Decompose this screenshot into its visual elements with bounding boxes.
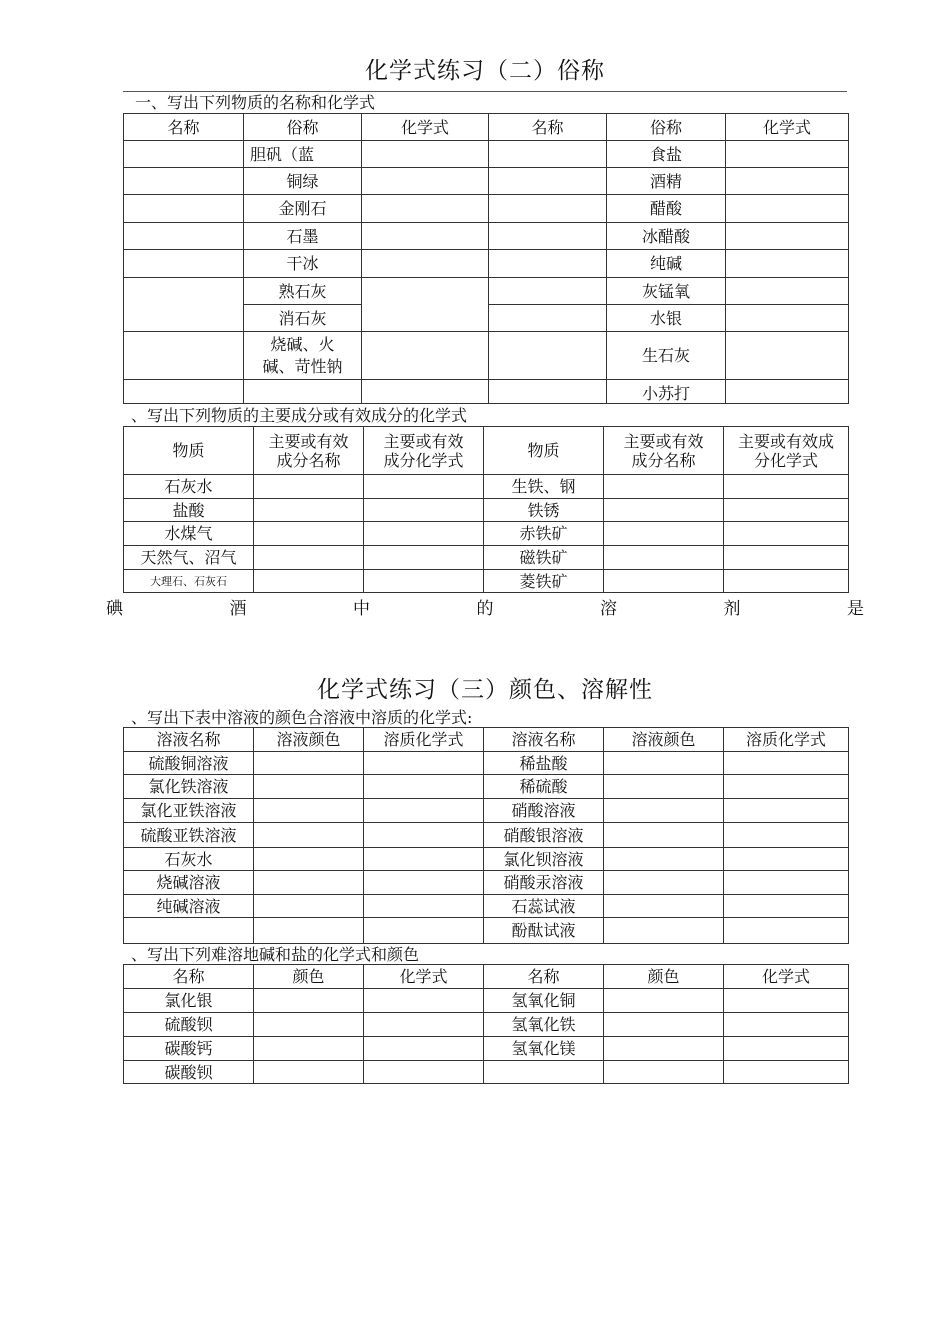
header-cell: 颜色 xyxy=(604,965,724,989)
compound-cell: 碳酸钡 xyxy=(124,1061,254,1084)
answer-cell[interactable] xyxy=(604,848,724,871)
nickname-table xyxy=(123,113,849,404)
question-char: 是 xyxy=(847,599,864,619)
solution-cell: 石蕊试液 xyxy=(484,895,604,918)
solutions-table xyxy=(123,727,849,944)
answer-cell[interactable] xyxy=(362,195,489,223)
solution-cell: 氯化铁溶液 xyxy=(124,775,254,799)
answer-cell[interactable] xyxy=(604,546,724,570)
answer-cell[interactable] xyxy=(724,1013,849,1037)
nickname-cell: 铜绿 xyxy=(244,168,362,195)
nickname-cell: 食盐 xyxy=(607,141,726,168)
nickname-text: 胆矾（蓝 xyxy=(250,144,315,164)
answer-cell[interactable] xyxy=(724,475,849,499)
answer-cell[interactable] xyxy=(254,799,364,823)
answer-cell[interactable] xyxy=(362,250,489,278)
answer-cell[interactable] xyxy=(489,141,607,168)
solution-cell: 烧碱溶液 xyxy=(124,871,254,895)
header-cell: 化学式 xyxy=(726,114,849,141)
answer-cell[interactable] xyxy=(724,895,849,918)
nickname-cell: 小苏打 xyxy=(607,380,726,404)
header-cell: 名称 xyxy=(124,114,244,141)
answer-cell[interactable] xyxy=(254,775,364,799)
compound-cell: 氢氧化镁 xyxy=(484,1037,604,1061)
answer-cell[interactable] xyxy=(724,848,849,871)
nickname-cell: 烧碱、火碱、苛性钠 xyxy=(244,332,362,380)
compound-cell: 氢氧化铜 xyxy=(484,989,604,1013)
nickname-cell: 醋酸 xyxy=(607,195,726,223)
question-char: 剂 xyxy=(723,599,741,619)
answer-cell[interactable] xyxy=(724,752,849,775)
answer-cell[interactable] xyxy=(364,475,484,499)
answer-cell[interactable] xyxy=(489,305,607,332)
answer-cell[interactable] xyxy=(364,823,484,848)
header-cell: 物质 xyxy=(124,427,254,475)
compound-cell: 氢氧化铁 xyxy=(484,1013,604,1037)
answer-cell[interactable] xyxy=(726,305,849,332)
page-title-part2: 化学式练习（二）俗称 xyxy=(365,58,605,84)
answer-cell[interactable] xyxy=(362,278,489,332)
answer-cell[interactable] xyxy=(254,1013,364,1037)
answer-cell[interactable] xyxy=(604,1037,724,1061)
answer-cell[interactable] xyxy=(244,380,362,404)
answer-cell[interactable] xyxy=(254,570,364,593)
substance-cell: 菱铁矿 xyxy=(484,570,604,593)
question-char: 的 xyxy=(476,599,494,619)
substance-cell: 铁锈 xyxy=(484,499,604,522)
answer-cell[interactable] xyxy=(364,522,484,546)
answer-cell[interactable] xyxy=(254,895,364,918)
answer-cell[interactable] xyxy=(254,989,364,1013)
answer-cell[interactable] xyxy=(362,223,489,250)
answer-cell[interactable] xyxy=(254,752,364,775)
substance-cell: 石灰水 xyxy=(124,475,254,499)
answer-cell[interactable] xyxy=(364,989,484,1013)
header-cell: 俗称 xyxy=(607,114,726,141)
components-table xyxy=(123,426,849,593)
solution-cell: 稀盐酸 xyxy=(484,752,604,775)
section-heading-insoluble: 、写出下列难溶地碱和盐的化学式和颜色 xyxy=(131,945,420,964)
answer-cell[interactable] xyxy=(724,1037,849,1061)
answer-cell[interactable] xyxy=(726,332,849,380)
nickname-cell xyxy=(244,141,362,168)
nickname-cell: 消石灰 xyxy=(244,305,362,332)
answer-cell[interactable] xyxy=(124,223,244,250)
answer-cell[interactable] xyxy=(726,380,849,404)
answer-cell[interactable] xyxy=(124,195,244,223)
header-cell: 化学式 xyxy=(364,965,484,989)
substance-cell: 大理石、石灰石 xyxy=(124,570,254,593)
substance-cell: 磁铁矿 xyxy=(484,546,604,570)
answer-cell[interactable] xyxy=(254,1037,364,1061)
header-cell: 溶液颜色 xyxy=(604,728,724,752)
question-char: 中 xyxy=(353,599,370,619)
answer-cell[interactable] xyxy=(604,522,724,546)
section-heading-names: 一、写出下列物质的名称和化学式 xyxy=(135,93,376,112)
answer-cell[interactable] xyxy=(124,332,244,380)
answer-cell[interactable] xyxy=(604,570,724,593)
solution-cell: 稀硫酸 xyxy=(484,775,604,799)
answer-cell[interactable] xyxy=(604,989,724,1013)
answer-cell[interactable] xyxy=(364,775,484,799)
answer-cell[interactable] xyxy=(364,1037,484,1061)
answer-cell[interactable] xyxy=(726,168,849,195)
answer-cell[interactable] xyxy=(364,1061,484,1084)
answer-cell[interactable] xyxy=(362,380,489,404)
compound-cell: 碳酸钙 xyxy=(124,1037,254,1061)
question-char: 酒 xyxy=(229,599,247,619)
section-heading-solutions: 、写出下表中溶液的颜色合溶液中溶质的化学式: xyxy=(131,708,473,727)
answer-cell[interactable] xyxy=(124,250,244,278)
answer-cell[interactable] xyxy=(604,475,724,499)
solution-cell: 酚酞试液 xyxy=(484,918,604,944)
answer-cell[interactable] xyxy=(604,775,724,799)
header-cell: 溶液颜色 xyxy=(254,728,364,752)
nickname-cell: 酒精 xyxy=(607,168,726,195)
insoluble-table xyxy=(123,964,849,1084)
substance-cell: 盐酸 xyxy=(124,499,254,522)
answer-cell[interactable] xyxy=(724,546,849,570)
answer-cell[interactable] xyxy=(124,380,244,404)
iodine-solvent-question xyxy=(106,594,864,619)
nickname-cell: 灰锰氧 xyxy=(607,278,726,305)
answer-cell[interactable] xyxy=(724,918,849,944)
answer-cell[interactable] xyxy=(364,752,484,775)
answer-cell[interactable] xyxy=(726,195,849,223)
nickname-cell: 纯碱 xyxy=(607,250,726,278)
answer-cell[interactable] xyxy=(724,499,849,522)
solution-cell: 硫酸亚铁溶液 xyxy=(124,823,254,848)
answer-cell[interactable] xyxy=(604,799,724,823)
answer-cell[interactable] xyxy=(362,332,489,380)
nickname-cell: 冰醋酸 xyxy=(607,223,726,250)
answer-cell[interactable] xyxy=(604,752,724,775)
nickname-cell: 熟石灰 xyxy=(244,278,362,305)
answer-cell[interactable] xyxy=(724,522,849,546)
header-cell: 俗称 xyxy=(244,114,362,141)
answer-cell[interactable] xyxy=(124,918,254,944)
answer-cell[interactable] xyxy=(604,1013,724,1037)
solution-cell: 纯碱溶液 xyxy=(124,895,254,918)
answer-cell[interactable] xyxy=(604,499,724,522)
answer-cell[interactable] xyxy=(364,871,484,895)
substance-cell: 赤铁矿 xyxy=(484,522,604,546)
answer-cell[interactable] xyxy=(364,1013,484,1037)
answer-cell[interactable] xyxy=(364,499,484,522)
answer-cell[interactable] xyxy=(726,278,849,305)
solution-cell: 氯化亚铁溶液 xyxy=(124,799,254,823)
substance-cell: 生铁、钢 xyxy=(484,475,604,499)
header-cell: 主要或有效成分名称 xyxy=(254,427,364,475)
answer-cell[interactable] xyxy=(604,918,724,944)
solution-cell: 硫酸铜溶液 xyxy=(124,752,254,775)
answer-cell[interactable] xyxy=(604,895,724,918)
answer-cell[interactable] xyxy=(724,823,849,848)
header-cell: 化学式 xyxy=(362,114,489,141)
answer-cell[interactable] xyxy=(364,848,484,871)
answer-cell[interactable] xyxy=(604,1061,724,1084)
substance-cell: 天然气、沼气 xyxy=(124,546,254,570)
answer-cell[interactable] xyxy=(362,141,489,168)
answer-cell[interactable] xyxy=(489,250,607,278)
title-underline xyxy=(123,91,847,92)
nickname-cell: 水银 xyxy=(607,305,726,332)
answer-cell[interactable] xyxy=(489,168,607,195)
nickname-cell: 干冰 xyxy=(244,250,362,278)
answer-cell[interactable] xyxy=(254,823,364,848)
solution-cell: 氯化钡溶液 xyxy=(484,848,604,871)
answer-cell[interactable] xyxy=(362,168,489,195)
compound-cell: 硫酸钡 xyxy=(124,1013,254,1037)
header-cell: 主要或有效成分化学式 xyxy=(364,427,484,475)
question-char: 碘 xyxy=(106,599,123,619)
header-cell: 主要或有效成分化学式 xyxy=(724,427,849,475)
nickname-cell: 石墨 xyxy=(244,223,362,250)
nickname-cell: 生石灰 xyxy=(607,332,726,380)
answer-cell[interactable] xyxy=(726,250,849,278)
header-cell: 物质 xyxy=(484,427,604,475)
answer-cell[interactable] xyxy=(364,799,484,823)
answer-cell[interactable] xyxy=(604,871,724,895)
answer-cell[interactable] xyxy=(484,1061,604,1084)
question-char: 溶 xyxy=(600,599,617,619)
answer-cell[interactable] xyxy=(124,168,244,195)
header-cell: 名称 xyxy=(484,965,604,989)
header-cell: 名称 xyxy=(124,965,254,989)
answer-cell[interactable] xyxy=(254,918,364,944)
header-cell: 溶质化学式 xyxy=(364,728,484,752)
section-heading-components: 、写出下列物质的主要成分或有效成分的化学式 xyxy=(131,406,468,425)
solution-cell: 硝酸银溶液 xyxy=(484,823,604,848)
solution-cell: 硝酸汞溶液 xyxy=(484,871,604,895)
header-cell: 溶液名称 xyxy=(484,728,604,752)
answer-cell[interactable] xyxy=(254,475,364,499)
answer-cell[interactable] xyxy=(726,223,849,250)
nickname-cell: 金刚石 xyxy=(244,195,362,223)
answer-cell[interactable] xyxy=(254,546,364,570)
answer-cell[interactable] xyxy=(254,522,364,546)
answer-cell[interactable] xyxy=(124,141,244,168)
header-cell: 化学式 xyxy=(724,965,849,989)
answer-cell[interactable] xyxy=(254,499,364,522)
answer-cell[interactable] xyxy=(724,570,849,593)
solution-cell: 石灰水 xyxy=(124,848,254,871)
answer-cell[interactable] xyxy=(724,871,849,895)
answer-cell[interactable] xyxy=(724,989,849,1013)
answer-cell[interactable] xyxy=(364,895,484,918)
header-cell: 溶质化学式 xyxy=(724,728,849,752)
solution-cell: 硝酸溶液 xyxy=(484,799,604,823)
answer-cell[interactable] xyxy=(489,195,607,223)
answer-cell[interactable] xyxy=(254,871,364,895)
answer-cell[interactable] xyxy=(489,278,607,305)
answer-cell[interactable] xyxy=(726,141,849,168)
answer-cell[interactable] xyxy=(489,332,607,380)
answer-cell[interactable] xyxy=(124,278,244,332)
header-cell: 主要或有效成分名称 xyxy=(604,427,724,475)
answer-cell[interactable] xyxy=(254,1061,364,1084)
answer-cell[interactable] xyxy=(489,380,607,404)
answer-cell[interactable] xyxy=(254,848,364,871)
compound-cell: 氯化银 xyxy=(124,989,254,1013)
header-cell: 名称 xyxy=(489,114,607,141)
header-cell: 溶液名称 xyxy=(124,728,254,752)
answer-cell[interactable] xyxy=(604,823,724,848)
answer-cell[interactable] xyxy=(364,570,484,593)
answer-cell[interactable] xyxy=(364,546,484,570)
substance-cell: 水煤气 xyxy=(124,522,254,546)
answer-cell[interactable] xyxy=(724,775,849,799)
header-cell: 颜色 xyxy=(254,965,364,989)
answer-cell[interactable] xyxy=(724,799,849,823)
answer-cell[interactable] xyxy=(724,1061,849,1084)
page-title-part3: 化学式练习（三）颜色、溶解性 xyxy=(317,677,653,703)
answer-cell[interactable] xyxy=(364,918,484,944)
answer-cell[interactable] xyxy=(489,223,607,250)
